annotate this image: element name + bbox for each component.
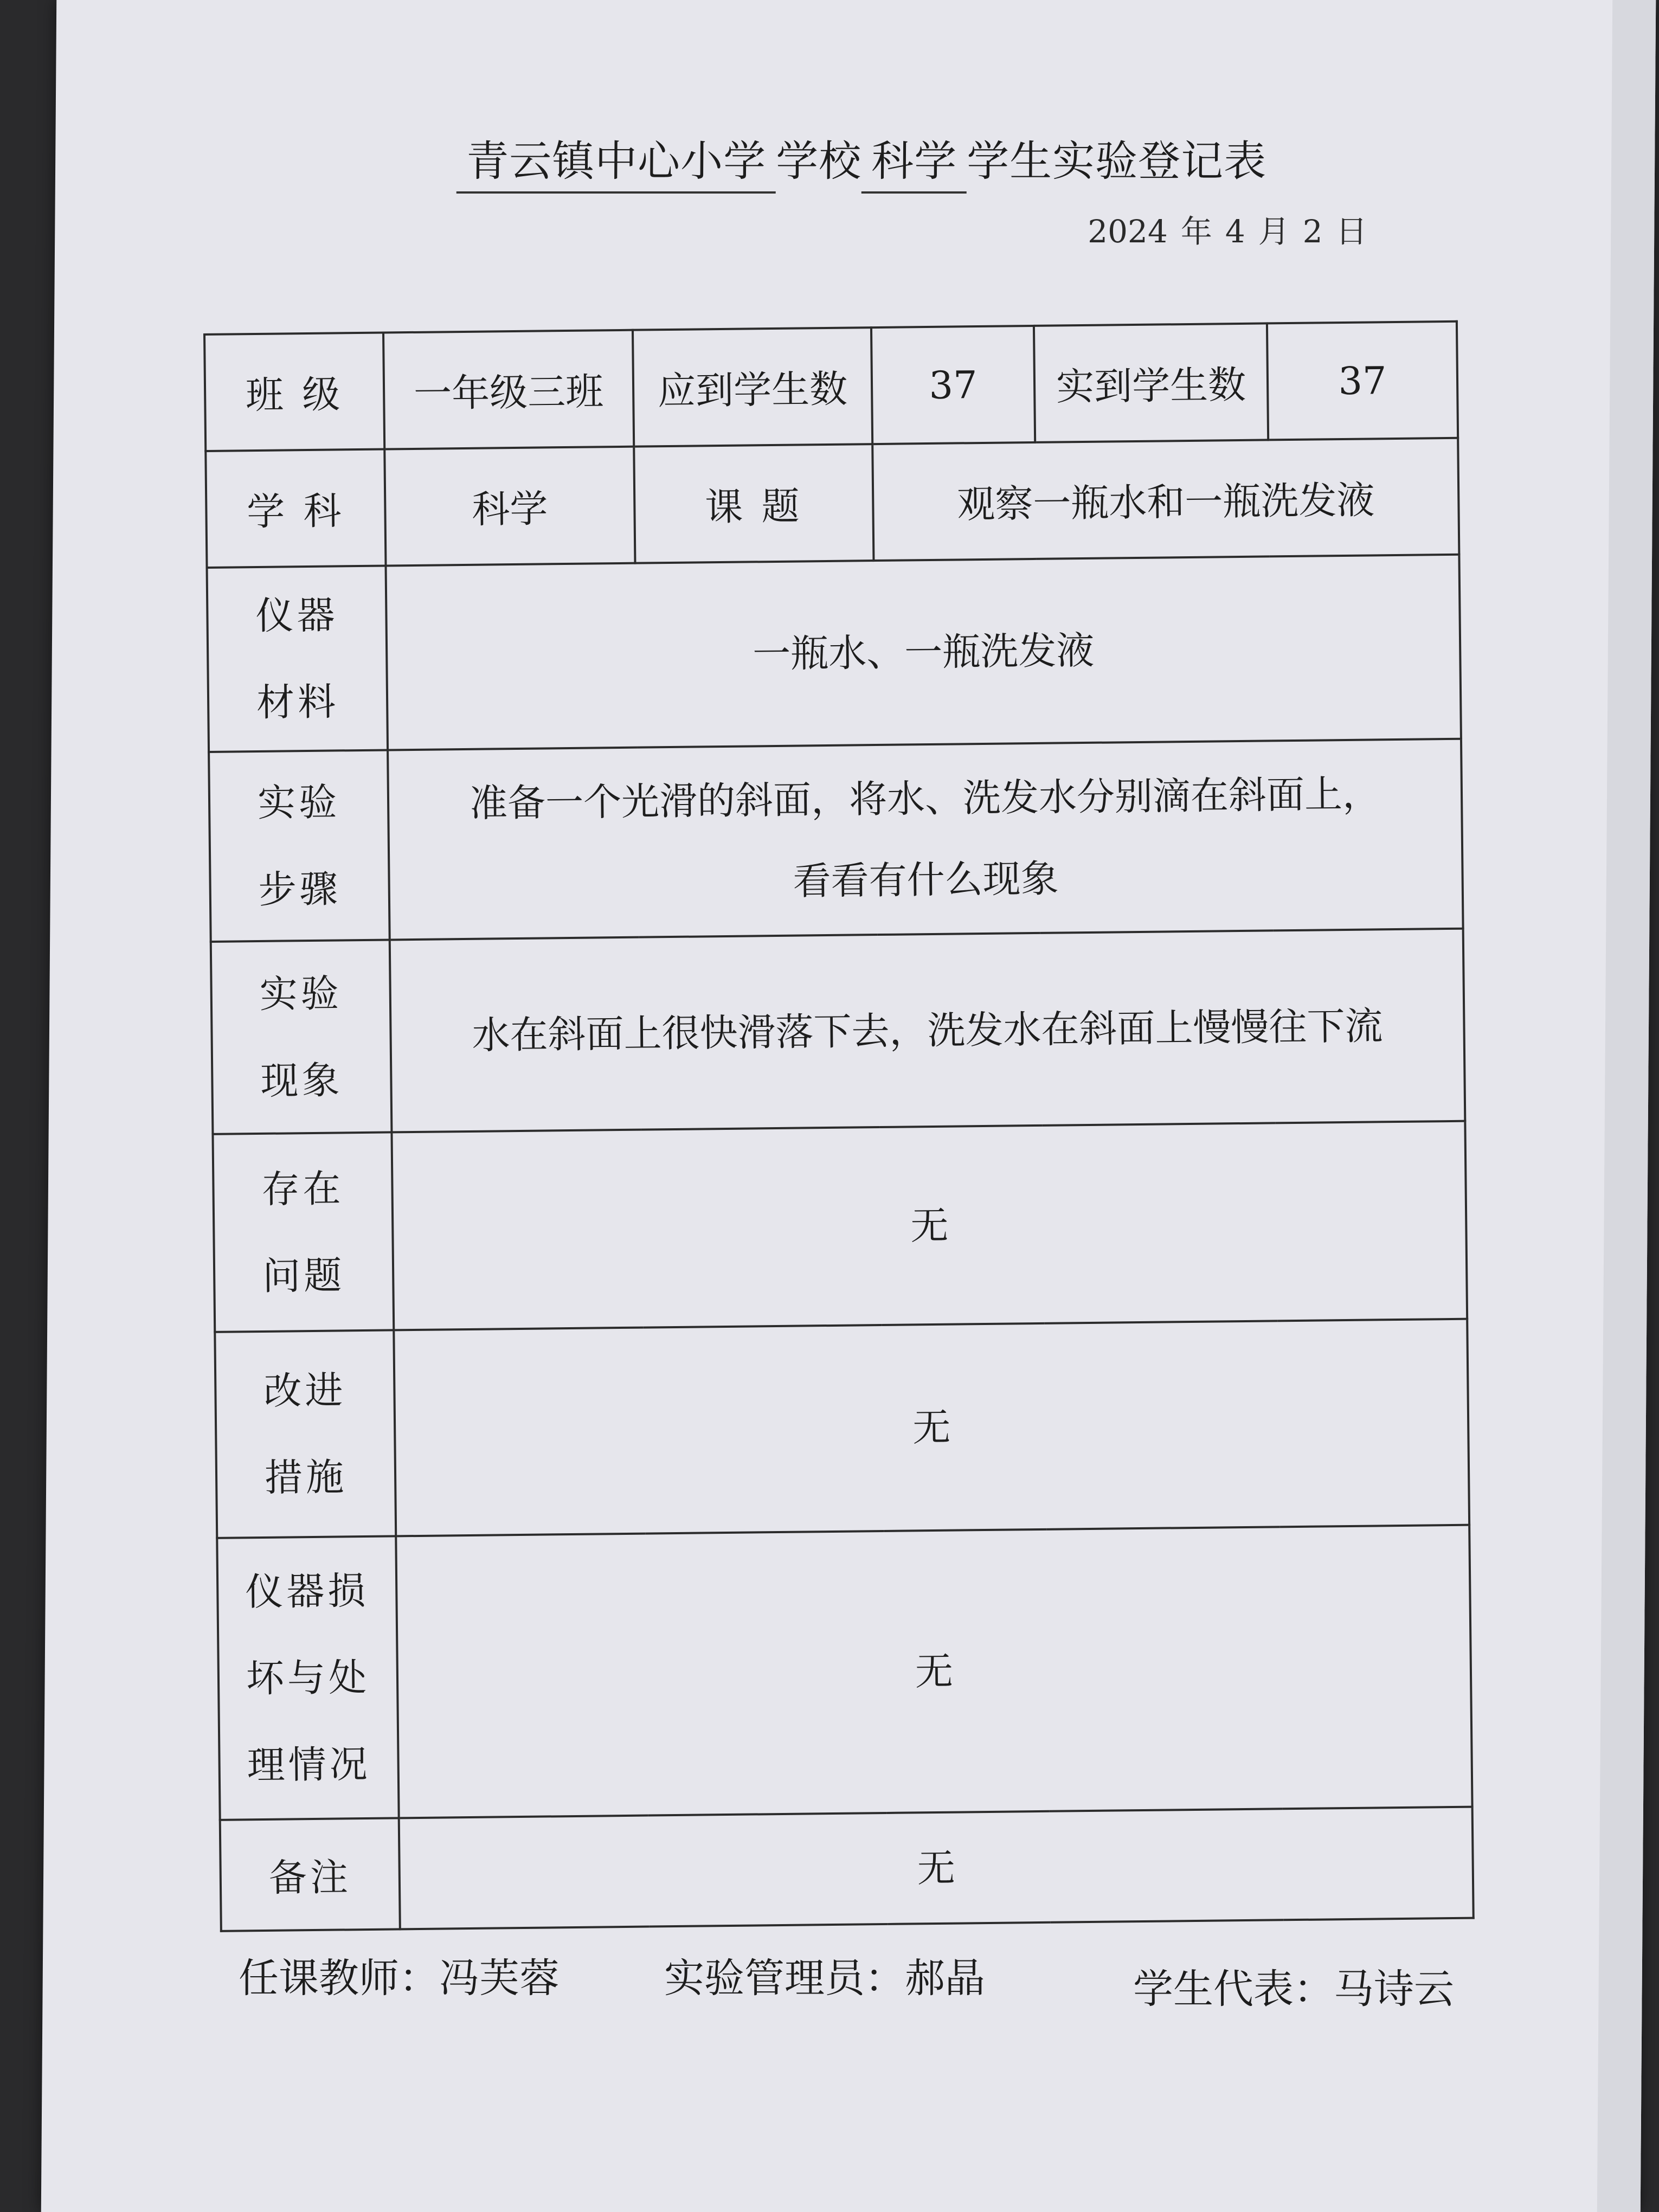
school-name: 青云镇中心小学 bbox=[456, 127, 776, 194]
date-month: 4 bbox=[1225, 213, 1246, 250]
school-suffix: 学校 bbox=[775, 137, 862, 186]
actual-students-value: 37 bbox=[1267, 321, 1458, 440]
row-phenomena bbox=[211, 929, 1465, 1134]
row-equipment-damage bbox=[217, 1525, 1472, 1820]
date-day: 2 bbox=[1302, 213, 1323, 250]
row-remarks bbox=[220, 1807, 1474, 1931]
phenomena-value: 水在斜面上很快滑落下去，洗发水在斜面上慢慢往下流 bbox=[390, 929, 1465, 1133]
improvements-label bbox=[215, 1330, 396, 1538]
date-month-unit: 月 bbox=[1258, 213, 1290, 250]
topic-value: 观察一瓶水和一瓶洗发液 bbox=[872, 438, 1459, 561]
materials-value: 一瓶水、一瓶洗发液 bbox=[386, 555, 1461, 750]
steps-value-line1: 准备一个光滑的斜面，将水、洗发水分别滴在斜面上， bbox=[469, 771, 1381, 826]
improvements-label-line2: 措施 bbox=[264, 1455, 348, 1500]
row-subject bbox=[205, 438, 1459, 568]
teacher-signature: 任课教师：冯芙蓉 bbox=[239, 1955, 560, 2002]
equipment-damage-label-line1: 仪器损 bbox=[245, 1568, 369, 1615]
equipment-damage-label-line3: 理情况 bbox=[247, 1741, 371, 1788]
experiment-register-table bbox=[203, 320, 1475, 1932]
topic-label: 课 题 bbox=[634, 444, 873, 563]
subject-value: 科学 bbox=[384, 447, 635, 566]
date-day-unit: 日 bbox=[1335, 213, 1367, 250]
problems-label-line2: 问题 bbox=[262, 1252, 345, 1298]
row-steps bbox=[209, 739, 1463, 942]
row-improvements bbox=[215, 1319, 1469, 1538]
steps-value bbox=[388, 739, 1463, 940]
steps-label-line2: 步骤 bbox=[258, 866, 342, 912]
equipment-damage-value: 无 bbox=[396, 1525, 1472, 1818]
phenomena-label-line1: 实验 bbox=[259, 970, 343, 1017]
row-problems bbox=[213, 1121, 1467, 1332]
materials-label-line1: 仪器 bbox=[255, 593, 338, 639]
form-title bbox=[456, 127, 1267, 194]
expected-students-value: 37 bbox=[871, 326, 1035, 444]
improvements-value: 无 bbox=[394, 1319, 1469, 1536]
remarks-value: 无 bbox=[399, 1807, 1474, 1930]
steps-value-line2: 看看有什么现象 bbox=[793, 856, 1059, 904]
subject-label: 学 科 bbox=[205, 449, 385, 568]
problems-label bbox=[213, 1132, 394, 1332]
phenomena-label-line2: 现象 bbox=[260, 1057, 343, 1103]
class-value: 一年级三班 bbox=[383, 330, 634, 449]
class-label: 班 级 bbox=[204, 333, 384, 451]
materials-label bbox=[207, 565, 388, 751]
student-rep-signature: 学生代表：马诗云 bbox=[1133, 1966, 1454, 2012]
row-materials bbox=[207, 555, 1461, 752]
date-year: 2024 bbox=[1088, 213, 1168, 250]
problems-label-line1: 存在 bbox=[261, 1166, 344, 1212]
title-subject: 科学 bbox=[861, 127, 967, 194]
steps-label bbox=[209, 750, 390, 941]
next-sheet-edge bbox=[1597, 0, 1656, 2212]
phenomena-label bbox=[211, 940, 392, 1134]
lab-admin-signature: 实验管理员：郝晶 bbox=[664, 1955, 985, 2002]
actual-students-label: 实到学生数 bbox=[1034, 323, 1268, 442]
equipment-damage-label-line2: 坏与处 bbox=[246, 1655, 370, 1701]
row-class bbox=[204, 321, 1458, 451]
materials-label-line2: 材料 bbox=[256, 679, 339, 725]
form-name: 学生实验登记表 bbox=[966, 137, 1267, 186]
steps-label-line1: 实验 bbox=[257, 780, 340, 825]
form-date bbox=[1088, 206, 1380, 252]
date-year-unit: 年 bbox=[1180, 213, 1213, 250]
expected-students-label: 应到学生数 bbox=[633, 327, 872, 447]
equipment-damage-label bbox=[217, 1536, 398, 1819]
remarks-label: 备注 bbox=[220, 1818, 400, 1931]
improvements-label-line1: 改进 bbox=[263, 1368, 346, 1413]
problems-value: 无 bbox=[391, 1121, 1467, 1330]
